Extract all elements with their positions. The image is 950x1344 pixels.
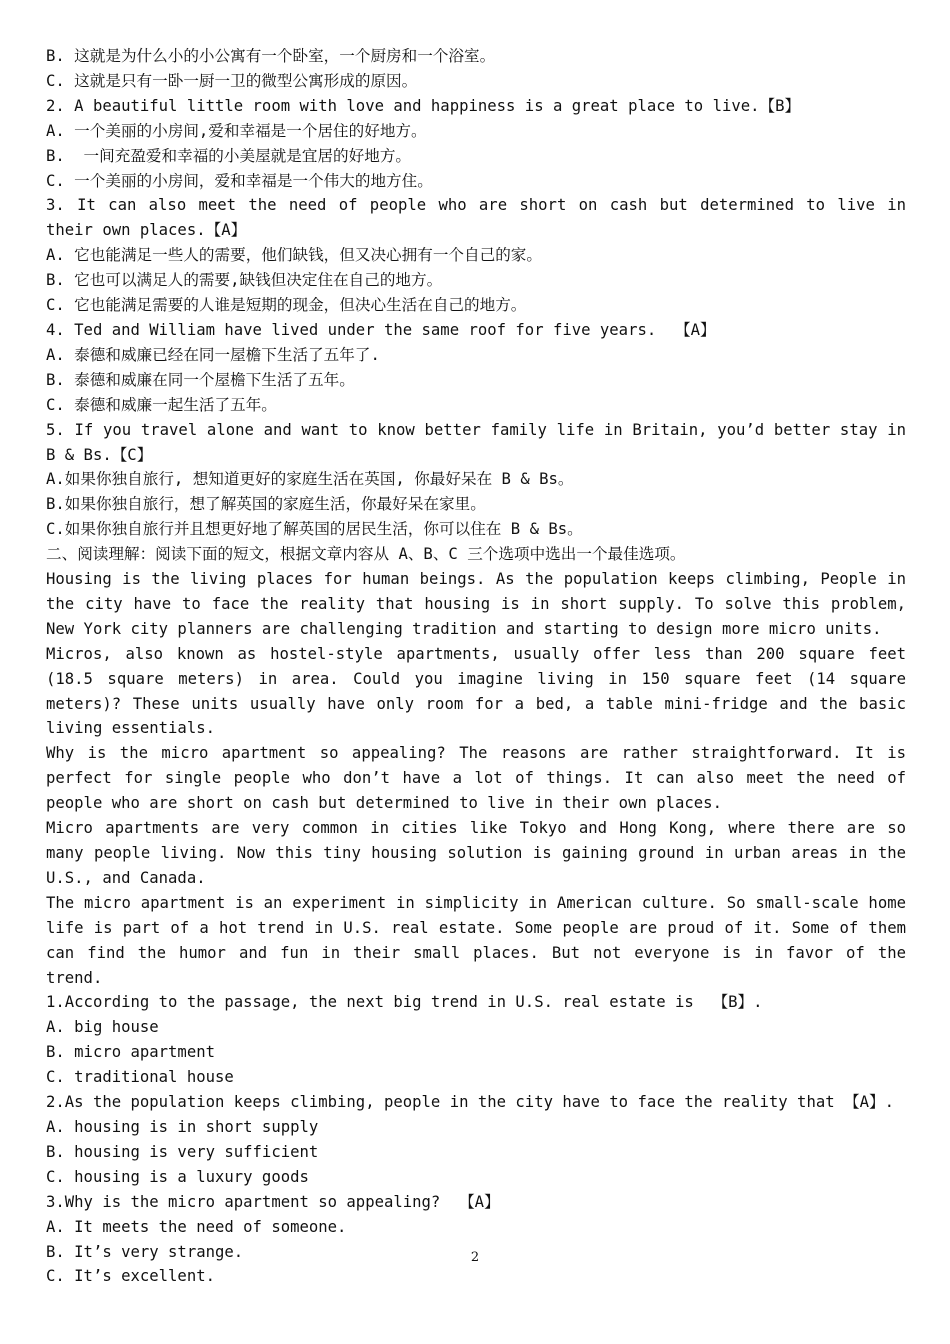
translation-q1-option-c: C. 这就是只有一卧一厨一卫的微型公寓形成的原因。 — [46, 71, 418, 90]
passage-paragraph-1: Housing is the living places for human beings. As the population keeps climbing, People in the city have to face the reality that housing is in short supply. To solve this problem, New York city planners are challenging tradition and starting to design more micro units. — [46, 570, 906, 638]
reading-section-heading: 二、阅读理解：阅读下面的短文，根据文章内容从 A、B、C 三个选项中选出一个最佳选项。 — [46, 545, 686, 564]
document-page — [46, 44, 906, 1289]
reading-q1-stem: 1.According to the passage, the next big trend in U.S. real estate is 【B】. — [46, 993, 763, 1012]
translation-q3-option-c: C. 它也能满足需要的人谁是短期的现金，但决心生活在自己的地方。 — [46, 296, 527, 315]
translation-q5-option-c: C.如果你独自旅行并且想更好地了解英国的居民生活，你可以住在 B & Bs。 — [46, 520, 583, 539]
reading-q1-option-c: C. traditional house — [46, 1068, 234, 1087]
reading-q2-option-a: A. housing is in short supply — [46, 1117, 319, 1136]
translation-q2-option-c: C. 一个美丽的小房间，爱和幸福是一个伟大的地方住。 — [46, 171, 433, 190]
passage-paragraph-4: Micro apartments are very common in cities like Tokyo and Hong Kong, where there are so many people living. Now this tiny housing solution is gaining ground in urban areas in the U.S., and Canada. — [46, 819, 906, 887]
reading-q1-option-b: B. micro apartment — [46, 1043, 215, 1062]
translation-q3-option-b: B. 它也可以满足人的需要,缺钱但决定住在自己的地方。 — [46, 271, 443, 290]
passage-paragraph-3: Why is the micro apartment so appealing? The reasons are rather straightforward. It is perfect for single people who don’t have a lot of things. It can also meet the need of people who are short on cash but determined to live in their own places. — [46, 744, 906, 813]
reading-q2-option-c: C. housing is a luxury goods — [46, 1167, 309, 1186]
reading-q3-option-b: B. It’s very strange. — [46, 1242, 244, 1261]
reading-q1-option-a: A. big house — [46, 1018, 159, 1037]
reading-q2-option-b: B. housing is very sufficient — [46, 1142, 319, 1161]
translation-q5-option-a: A.如果你独自旅行, 想知道更好的家庭生活在英国, 你最好呆在 B & Bs。 — [46, 470, 574, 489]
translation-q5-option-b: B.如果你独自旅行，想了解英国的家庭生活，你最好呆在家里。 — [46, 495, 486, 514]
reading-q3-stem: 3.Why is the micro apartment so appealing? 【A】 — [46, 1192, 500, 1211]
translation-q3-option-a: A. 它也能满足一些人的需要，他们缺钱，但又决心拥有一个自己的家。 — [46, 246, 542, 265]
translation-q4-option-b: B. 泰德和威廉在同一个屋檐下生活了五年。 — [46, 370, 355, 389]
reading-q3-option-a: A. It meets the need of someone. — [46, 1217, 347, 1236]
passage-paragraph-5: The micro apartment is an experiment in simplicity in American culture. So small-scale home life is part of a hot trend in U.S. real estate. Some people are proud of it. Some of them can find the humor and fun in their small places. But not everyone is in favor of the trend. — [46, 893, 906, 987]
translation-q2-option-a: A. 一个美丽的小房间,爱和幸福是一个居住的好地方。 — [46, 121, 427, 140]
translation-q1-option-b: B. 这就是为什么小的小公寓有一个卧室，一个厨房和一个浴室。 — [46, 47, 496, 65]
translation-q4-option-a: A. 泰德和威廉已经在同一屋檐下生活了五年了. — [46, 345, 380, 364]
translation-q2-stem: 2. A beautiful little room with love and happiness is a great place to live.【B】 — [46, 96, 801, 115]
reading-q3-option-c: C. It’s excellent. — [46, 1267, 215, 1286]
page-number: 2 — [470, 1250, 480, 1265]
translation-q4-option-c: C. 泰德和威廉一起生活了五年。 — [46, 395, 277, 414]
translation-q5-stem: 5. If you travel alone and want to know better family life in Britain, you’d better stay in B & Bs.【C】 — [46, 420, 906, 464]
reading-q2-stem: 2.As the population keeps climbing, people in the city have to face the reality that 【A】. — [46, 1093, 894, 1112]
translation-q4-stem: 4. Ted and William have lived under the same roof for five years. 【A】 — [46, 320, 716, 339]
translation-q3-stem: 3. It can also meet the need of people who are short on cash but determined to live in their own places.【A】 — [46, 196, 906, 240]
translation-q2-option-b: B. 一间充盈爱和幸福的小美屋就是宜居的好地方。 — [46, 146, 412, 165]
passage-paragraph-2: Micros, also known as hostel-style apartments, usually offer less than 200 square feet (18.5 square meters) in area. Could you imagine living in 150 square feet (14 square meters)? These units usually have only room for a bed, a table mini-fridge and the basic living essentials. — [46, 644, 906, 738]
